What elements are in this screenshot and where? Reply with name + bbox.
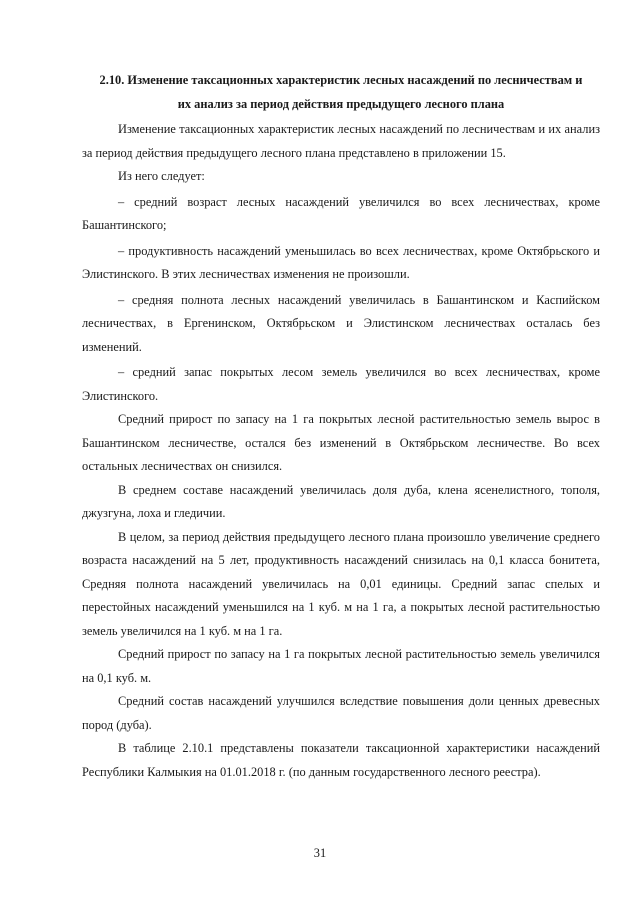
paragraph-intro: Изменение таксационных характеристик лесных насаждений по лесничествам и их анализ за период действия предыдущего лесного плана представлено в приложении 15. <box>82 122 600 160</box>
bullet-stock: – средний запас покрытых лесом земель увеличился во всех лесничествах, кроме Элистинского. <box>82 365 600 403</box>
bullet-average-age: – средний возраст лесных насаждений увеличился во всех лесничествах, кроме Башантинского; <box>82 194 600 232</box>
paragraph-composition: В среднем составе насаждений увеличилась доля дуба, клена ясенелистного, тополя, джузгуна, лоха и гледичии. <box>82 482 600 520</box>
paragraph-summary: В целом, за период действия предыдущего лесного плана произошло увеличение среднего возраста насаждений на 5 лет, продуктивность насаждений снизилась на 0,1 класса бонитета, Средняя полнота насаждений увеличилась на 0,01 единицы. Средний запас спелых и перестойных насаждений уменьшился на 1 куб. м на 1 га, а покрытых лесной растительностью земель увеличился на 1 куб. м на 1 га. <box>82 529 600 638</box>
section-heading-line-1: 2.10. Изменение таксационных характеристик лесных насаждений по лесничествам и <box>99 73 583 87</box>
bullet-density: – средняя полнота лесных насаждений увеличилась в Башантинском и Каспийском лесничествах, в Ергенинском, Октябрьском и Элистинском лесничествах осталась без изменений. <box>82 292 600 354</box>
section-heading <box>82 68 600 116</box>
paragraph-growth-increase: Средний прирост по запасу на 1 га покрытых лесной растительностью земель увеличился на 0,1 куб. м. <box>82 647 600 685</box>
body-text <box>82 118 600 784</box>
paragraph-follows: Из него следует: <box>118 169 205 183</box>
paragraph-growth: Средний прирост по запасу на 1 га покрытых лесной растительностью земель вырос в Башантинском лесничестве, остался без изменений в Октябрьском лесничестве. Во всех остальных лесничествах он снизился. <box>82 412 600 473</box>
bullet-productivity: – продуктивность насаждений уменьшилась во всех лесничествах, кроме Октябрьского и Элистинского. В этих лесничествах изменения не произошли. <box>82 243 600 281</box>
page-number: 31 <box>313 846 327 860</box>
paragraph-composition-improved: Средний состав насаждений улучшился вследствие повышения доли ценных древесных пород (дуба). <box>82 694 600 732</box>
paragraph-table-reference: В таблице 2.10.1 представлены показатели таксационной характеристики насаждений Республики Калмыкия на 01.01.2018 г. (по данным государственного лесного реестра). <box>82 741 600 779</box>
section-heading-line-2: их анализ за период действия предыдущего лесного плана <box>177 97 505 111</box>
